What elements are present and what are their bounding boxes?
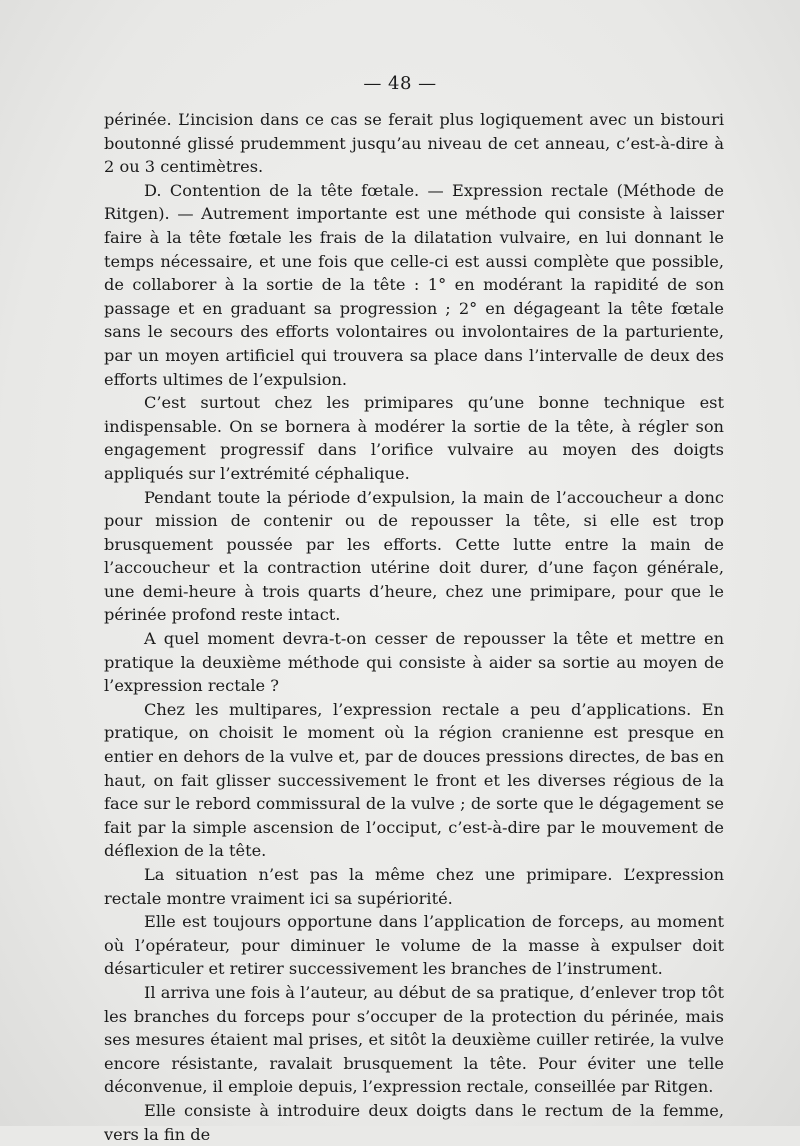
paragraph (104, 391, 724, 485)
paragraph (104, 1099, 724, 1146)
paragraph (104, 698, 724, 863)
paragraph (104, 486, 724, 628)
text-run: , au moment où l’opérateur, pour diminuer le volume de la masse à expulser doit désarticuler et retirer successivement les branches de l’instrument. (104, 912, 724, 979)
text-run: C’est surtout chez les primipares qu’une bonne technique est indispensable. On se bornera à modérer la sortie de la tête, à régler son engagement progressif dans l’orifice vulvaire au moyen des doigts appliqués sur l’extrémité céphalique. (104, 393, 724, 483)
text-run: Elle consiste à introduire deux doigts dans le rectum de la femme, vers la fin de (104, 1100, 724, 1144)
paragraph (104, 863, 724, 910)
italic-run: Chez les multipares (144, 699, 318, 719)
text-run: périnée. L’incision dans ce cas se ferait plus logiquement avec un bistouri boutonné glissé prudemment jusqu’au niveau de cet anneau, c’est-à-dire à 2 ou 3 centimètres. (104, 110, 724, 177)
italic-run: application de forceps (434, 912, 619, 932)
paragraph (104, 108, 724, 179)
text-run: Pendant toute la période d’expulsion, la main de l’accoucheur a donc pour mission de contenir ou de repousser la tête, si elle est trop brusquement poussée par les efforts. Cette lutte entre la main de l’accoucheur et la contraction utérine doit durer, d’une façon générale, une demi-heure à trois quarts d’heure, chez une primipare, pour que le périnée profond reste intact. (104, 487, 724, 625)
body-text (104, 108, 724, 1146)
text-run: D. (144, 180, 170, 200)
text-run: , l’expression rectale a peu d’applications. En pratique, on choisit le moment où la région cranienne est presque en entier en dehors de la vulve et, par de douces pressions directes, de bas en haut, on fait glisser successivement le front et les diverses régious de la face sur le rebord commissural de la vulve ; de sorte que le dégagement se fait par la simple ascension de l’occiput, c’est-à-dire par le mouvement de déflexion de la tête. (104, 699, 724, 861)
italic-run: Expression rectale (452, 180, 609, 200)
text-run: Elle est toujours opportune dans l’ (144, 912, 435, 932)
page-number: — 48 — (363, 73, 437, 94)
paragraph (104, 627, 724, 698)
text-run: Il arriva une fois à l’auteur, au début de sa pratique, d’enlever trop tôt les branches du forceps pour s’occuper de la protection du périnée, mais ses mesures étaient mal prises, et sitôt la deuxième cuiller retirée, la vulve encore résistante, ravalait brusquement la tête. Pour éviter une telle déconvenue, il emploie depuis, l’expression rectale, conseillée par Ritgen. (104, 982, 724, 1097)
text-run: A quel moment devra-t-on cesser de repousser la tête et mettre en pratique la deuxième méthode qui consiste à aider sa sortie au moyen de l’expression rectale ? (104, 629, 724, 696)
paragraph (104, 910, 724, 981)
text-run: (Méthode de Ritgen). — Autrement importante est une méthode qui consiste à laisser faire à la tête fœtale les frais de la dilatation vulvaire, en lui donnant le temps nécessaire, et une fois que celle-ci est aussi complète que possible, de collaborer à la sortie de la tête : 1° en modérant la rapidité de son passage et en graduant sa progression ; 2° en dégageant la tête fœtale sans le secours des efforts volontaires ou involontaires de la parturiente, par un moyen artificiel qui trouvera sa place dans l’intervalle de deux des efforts ultimes de l’expulsion. (104, 180, 724, 389)
text-run: La situation n’est pas la même chez une primipare. L’expression rectale montre vraiment ici sa supériorité. (104, 865, 724, 908)
text-run: — (419, 180, 453, 200)
italic-run: Contention de la tête fœtale. (169, 180, 420, 200)
paragraph (104, 179, 724, 391)
paragraph (104, 981, 724, 1099)
